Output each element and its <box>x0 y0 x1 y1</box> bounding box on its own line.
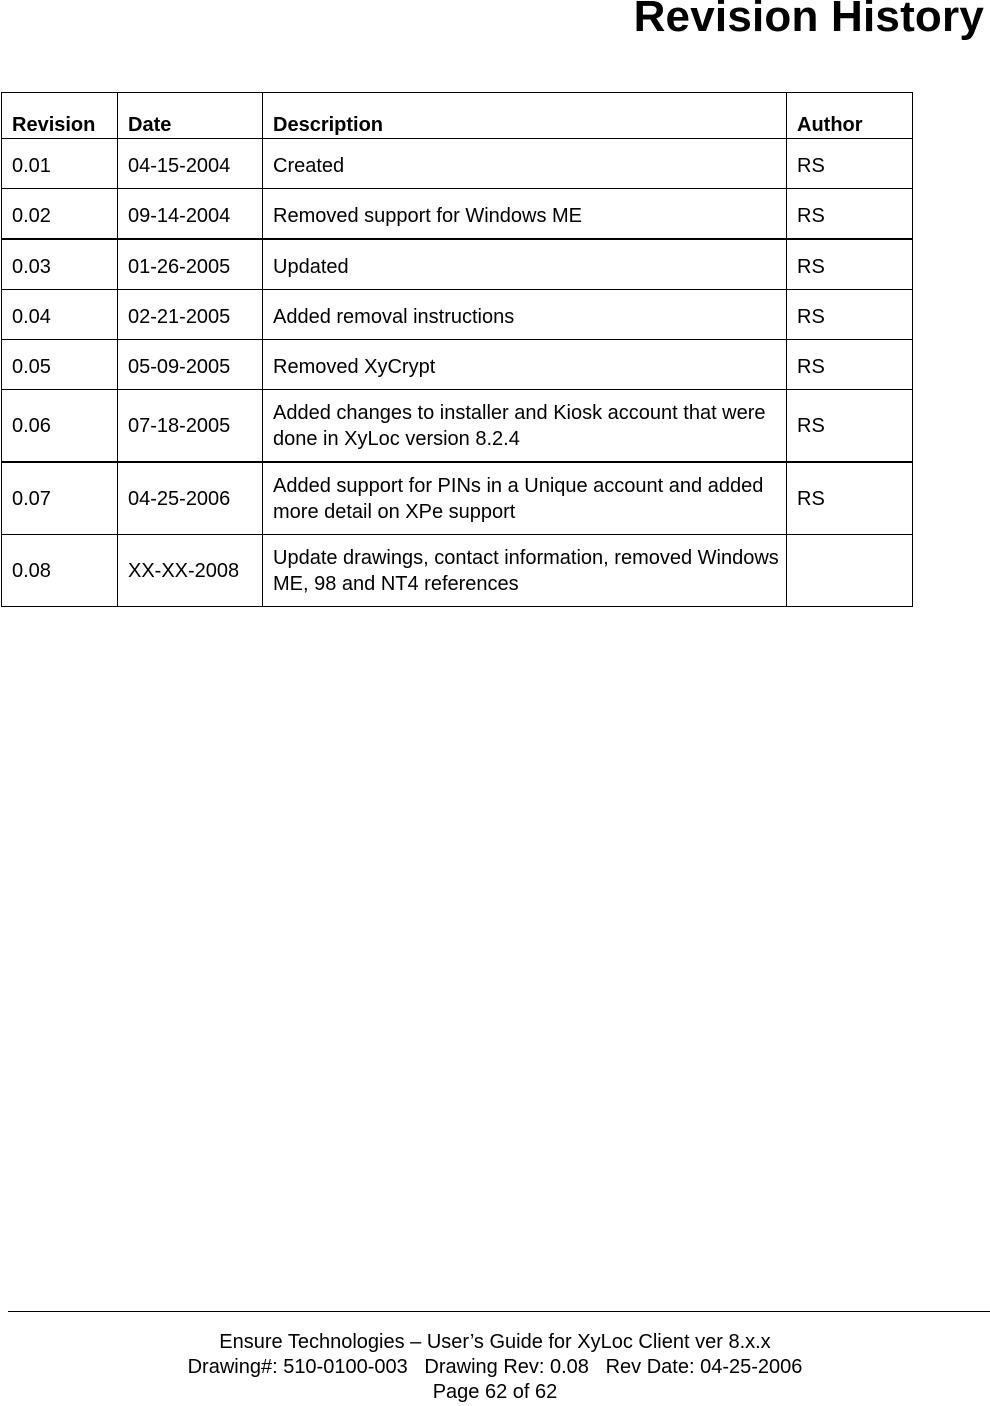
description-cell: Created <box>263 139 787 189</box>
author-cell: RS <box>787 290 913 340</box>
table-header-row <box>2 93 913 139</box>
revision-cell: 0.08 <box>2 535 118 607</box>
date-cell: 09-14-2004 <box>118 189 263 240</box>
revision-cell: 0.03 <box>2 239 118 290</box>
table-row <box>2 290 913 340</box>
header-date: Date <box>118 93 263 139</box>
description-cell: Update drawings, contact information, removed Windows ME, 98 and NT4 references <box>263 535 787 607</box>
author-cell: RS <box>787 340 913 390</box>
table-row <box>2 239 913 290</box>
footer-page-number: Page 62 of 62 <box>432 1381 558 1403</box>
date-cell: 04-15-2004 <box>118 139 263 189</box>
description-cell: Removed XyCrypt <box>263 340 787 390</box>
revision-cell: 0.04 <box>2 290 118 340</box>
author-cell: RS <box>787 462 913 535</box>
revision-cell: 0.05 <box>2 340 118 390</box>
table-row <box>2 139 913 189</box>
description-cell: Added changes to installer and Kiosk account that were done in XyLoc version 8.2.4 <box>263 390 787 463</box>
date-cell: 02-21-2005 <box>118 290 263 340</box>
revision-cell: 0.02 <box>2 189 118 240</box>
date-cell: 01-26-2005 <box>118 239 263 290</box>
table-row <box>2 462 913 535</box>
date-cell: 04-25-2006 <box>118 462 263 535</box>
header-description: Description <box>263 93 787 139</box>
author-cell: RS <box>787 390 913 463</box>
footer-divider <box>8 1311 990 1312</box>
footer-drawing-info: Drawing#: 510-0100-003 Drawing Rev: 0.08 Rev Date: 04-25-2006 <box>187 1356 803 1378</box>
page-footer <box>0 1330 990 1405</box>
description-cell: Added removal instructions <box>263 290 787 340</box>
author-cell <box>787 535 913 607</box>
table-row <box>2 535 913 607</box>
page-title: Revision History <box>633 0 984 41</box>
description-cell: Added support for PINs in a Unique account and added more detail on XPe support <box>263 462 787 535</box>
description-cell: Updated <box>263 239 787 290</box>
header-author: Author <box>787 93 913 139</box>
table-row <box>2 189 913 240</box>
date-cell: XX-XX-2008 <box>118 535 263 607</box>
author-cell: RS <box>787 139 913 189</box>
table-row <box>2 340 913 390</box>
revision-cell: 0.01 <box>2 139 118 189</box>
author-cell: RS <box>787 189 913 240</box>
author-cell: RS <box>787 239 913 290</box>
date-cell: 07-18-2005 <box>118 390 263 463</box>
description-cell: Removed support for Windows ME <box>263 189 787 240</box>
header-revision: Revision <box>2 93 118 139</box>
revision-history-table <box>1 92 913 607</box>
table-row <box>2 390 913 463</box>
revision-cell: 0.06 <box>2 390 118 463</box>
footer-document-title: Ensure Technologies – User’s Guide for XyLoc Client ver 8.x.x <box>219 1331 771 1353</box>
revision-cell: 0.07 <box>2 462 118 535</box>
date-cell: 05-09-2005 <box>118 340 263 390</box>
